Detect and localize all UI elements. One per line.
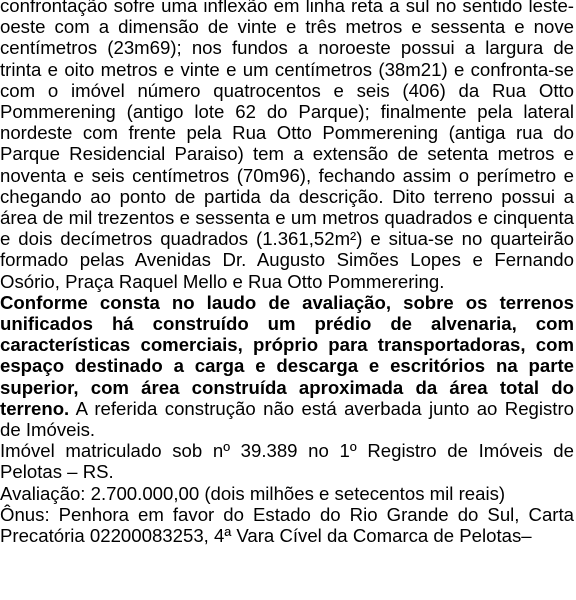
paragraph-appraisal-report <box>0 292 574 440</box>
paragraph-property-boundaries: confrontação sofre uma inflexão em linha reta a sul no sentido leste-oeste com a dimensão de vinte e três metros e sessenta e nove centímetros (23m69); nos fundos a noroeste possui a largura de trinta e oito metros e vinte e um centímetros (38m21) e confronta-se com o imóvel número quatrocentos e seis (406) da Rua Otto Pommerening (antigo lote 62 do Parque); finalmente pela lateral nordeste com frente pela Rua Otto Pommerening (antiga rua do Parque Residencial Paraiso) tem a extensão de setenta metros e noventa e seis centímetros (70m96), fechando assim o perímetro e chegando ao ponto de partida da descrição. Dito terreno possui a área de mil trezentos e sessenta e um metros quadrados e cinquenta e dois decímetros quadrados (1.361,52m²) e situa-se no quarteirão formado pelas Avenidas Dr. Augusto Simões Lopes e Fernando Osório, Praça Raquel Mello e Rua Otto Pommerering. <box>0 0 574 292</box>
paragraph-valuation: Avaliação: 2.700.000,00 (dois milhões e setecentos mil reais) <box>0 482 506 504</box>
paragraph-appraisal-regular-text: A referida construção não está averbada junto ao Registro de Imóveis. <box>0 397 574 441</box>
paragraph-encumbrance: Ônus: Penhora em favor do Estado do Rio Grande do Sul, Carta Precatória 02200083253, 4ª Vara Cível da Comarca de Pelotas– <box>0 503 574 547</box>
paragraph-appraisal-bold-text: Conforme consta no laudo de avaliação, sobre os terrenos unificados há construído um prédio de alvenaria, com características comerciais, próprio para transportadoras, com espaço destinado a carga e descarga e escritórios na parte superior, com área construída aproximada da área total do terreno. <box>0 291 574 419</box>
paragraph-registration: Imóvel matriculado sob nº 39.389 no 1º Registro de Imóveis de Pelotas – RS. <box>0 440 574 483</box>
